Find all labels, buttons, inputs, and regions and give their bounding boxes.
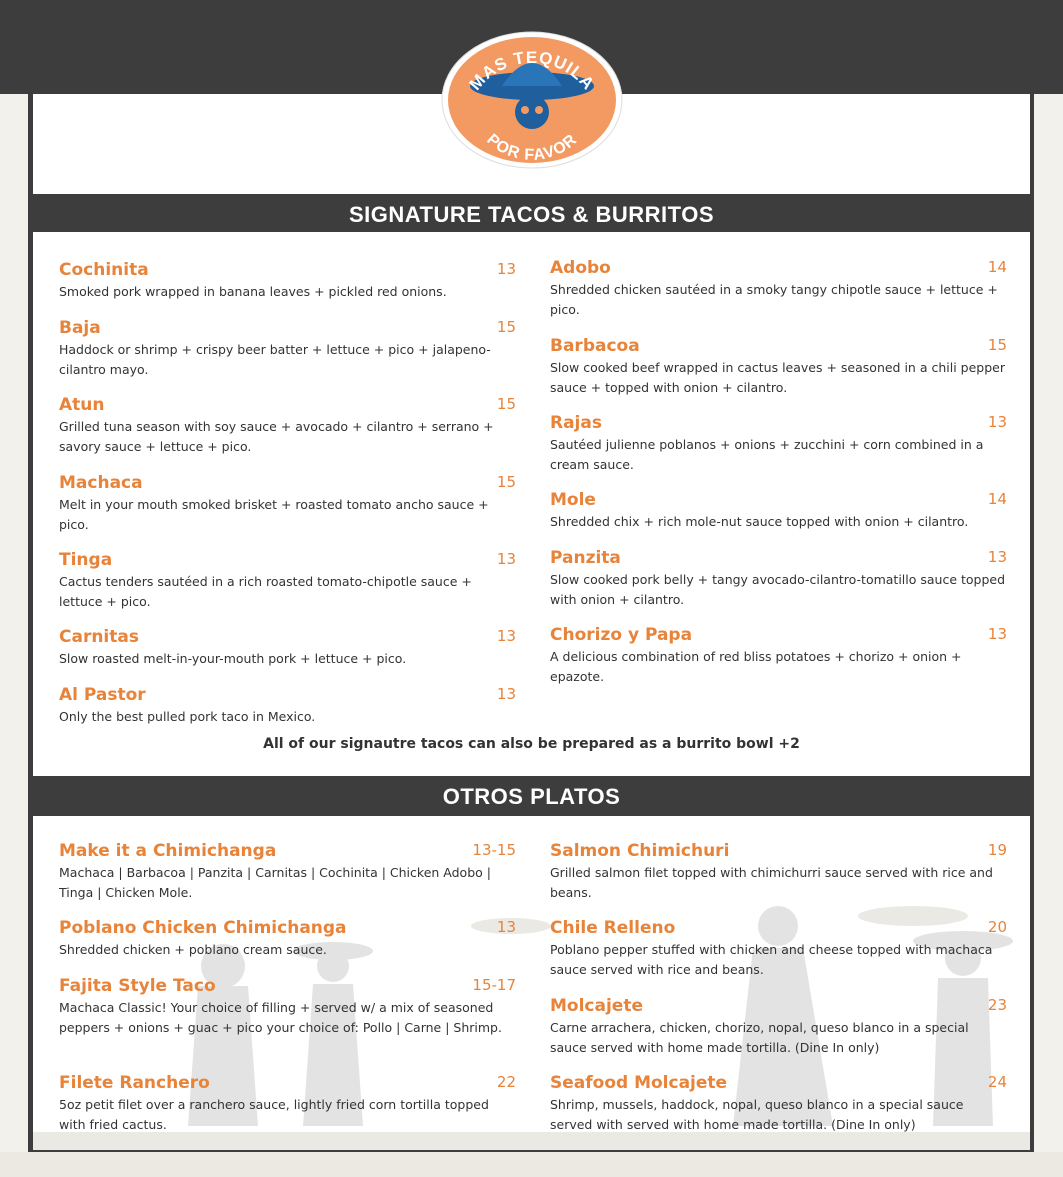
item-name: Tinga xyxy=(59,550,113,570)
item-price: 14 xyxy=(987,490,1007,508)
item-description: A delicious combination of red bliss potatoes + chorizo + onion + epazote. xyxy=(550,649,962,684)
logo-text-bottom: POR FAVOR xyxy=(483,130,581,164)
item-name: Rajas xyxy=(550,413,602,433)
item-name: Barbacoa xyxy=(550,336,640,356)
item-price: 15 xyxy=(496,395,516,413)
item-name: Chorizo y Papa xyxy=(550,625,693,645)
footer-strip xyxy=(0,1152,1063,1177)
item-name: Fajita Style Taco xyxy=(59,976,216,996)
item-name: Salmon Chimichuri xyxy=(550,841,730,861)
skull-icon xyxy=(515,95,549,129)
item-name: Make it a Chimichanga xyxy=(59,841,277,861)
item-name: Mole xyxy=(550,490,596,510)
item-price: 13 xyxy=(987,625,1007,643)
item-price: 13 xyxy=(496,685,516,703)
item-name: Machaca xyxy=(59,473,143,493)
item-description: Melt in your mouth smoked brisket + roasted tomato ancho sauce + pico. xyxy=(59,497,489,532)
item-price: 22 xyxy=(496,1073,516,1091)
item-name: Cochinita xyxy=(59,260,149,280)
item-name: Filete Ranchero xyxy=(59,1073,210,1093)
item-description: Poblano pepper stuffed with chicken and cheese topped with machaca sauce served with rice and beans. xyxy=(550,942,993,977)
item-name: Chile Relleno xyxy=(550,918,676,938)
item-description: Slow cooked beef wrapped in cactus leaves + seasoned in a chili pepper sauce + topped with onion + cilantro. xyxy=(550,360,1005,395)
item-description: Shredded chicken + poblano cream sauce. xyxy=(59,942,327,957)
item-price: 13 xyxy=(496,260,516,278)
item-price: 20 xyxy=(987,918,1007,936)
otros-panel xyxy=(33,816,1030,1150)
item-description: Carne arrachera, chicken, chorizo, nopal, queso blanco in a special sauce served with home made tortilla. (Dine In only) xyxy=(550,1020,969,1055)
section-title-otros: OTROS PLATOS xyxy=(442,784,621,809)
item-price: 15 xyxy=(496,318,516,336)
signature-panel xyxy=(33,232,1030,776)
item-price: 15-17 xyxy=(472,976,516,994)
item-description: Only the best pulled pork taco in Mexico. xyxy=(59,709,316,724)
item-description: 5oz petit filet over a ranchero sauce, lightly fried corn tortilla topped with fried cactus. xyxy=(59,1097,489,1132)
item-description: Shrimp, mussels, haddock, nopal, queso blanco in a special sauce served with served with home made tortilla. (Dine In only) xyxy=(550,1097,964,1132)
item-description: Smoked pork wrapped in banana leaves + pickled red onions. xyxy=(59,284,447,299)
logo-badge xyxy=(440,30,624,170)
item-price: 19 xyxy=(987,841,1007,859)
item-name: Adobo xyxy=(550,258,611,278)
item-description: Slow roasted melt-in-your-mouth pork + lettuce + pico. xyxy=(59,651,407,666)
logo-text-top: MAS TEQUILA xyxy=(465,47,599,94)
burrito-bowl-note: All of our signautre tacos can also be prepared as a burrito bowl +2 xyxy=(263,736,800,752)
item-description: Sautéed julienne poblanos + onions + zucchini + corn combined in a cream sauce. xyxy=(550,437,984,472)
item-price: 13 xyxy=(987,548,1007,566)
item-description: Shredded chix + rich mole-nut sauce topped with onion + cilantro. xyxy=(550,514,969,529)
item-description: Shredded chicken sautéed in a smoky tangy chipotle sauce + lettuce + pico. xyxy=(550,282,998,317)
item-description: Grilled tuna season with soy sauce + avocado + cilantro + serrano + savory sauce + lettuce + pico. xyxy=(59,419,494,454)
item-description: Slow cooked pork belly + tangy avocado-cilantro-tomatillo sauce topped with onion + cilantro. xyxy=(550,572,1006,607)
item-price: 13 xyxy=(987,413,1007,431)
item-description: Haddock or shrimp + crispy beer batter + lettuce + pico + jalapeno-cilantro mayo. xyxy=(59,342,491,377)
item-price: 23 xyxy=(987,996,1007,1014)
item-price: 13-15 xyxy=(472,841,516,859)
item-price: 15 xyxy=(496,473,516,491)
item-description: Machaca | Barbacoa | Panzita | Carnitas | Cochinita | Chicken Adobo | Tinga | Chicken Mole. xyxy=(59,865,491,900)
item-price: 14 xyxy=(987,258,1007,276)
item-name: Atun xyxy=(59,395,105,415)
item-name: Panzita xyxy=(550,548,621,568)
item-name: Seafood Molcajete xyxy=(550,1073,728,1093)
item-name: Carnitas xyxy=(59,627,139,647)
item-name: Poblano Chicken Chimichanga xyxy=(59,918,347,938)
item-description: Cactus tenders sautéed in a rich roasted tomato-chipotle sauce + lettuce + pico. xyxy=(59,574,472,609)
item-price: 13 xyxy=(496,918,516,936)
section-title-signature: SIGNATURE TACOS & BURRITOS xyxy=(348,202,714,227)
item-price: 13 xyxy=(496,627,516,645)
item-name: Baja xyxy=(59,318,101,338)
item-name: Al Pastor xyxy=(59,685,146,705)
item-price: 15 xyxy=(987,336,1007,354)
item-description: Grilled salmon filet topped with chimichurri sauce served with rice and beans. xyxy=(550,865,993,900)
item-description: Machaca Classic! Your choice of filling + served w/ a mix of seasoned peppers + onions + guac + pico your choice of: Pollo | Carne | Shrimp. xyxy=(59,1000,502,1035)
item-price: 24 xyxy=(987,1073,1007,1091)
item-name: Molcajete xyxy=(550,996,643,1016)
item-price: 13 xyxy=(496,550,516,568)
